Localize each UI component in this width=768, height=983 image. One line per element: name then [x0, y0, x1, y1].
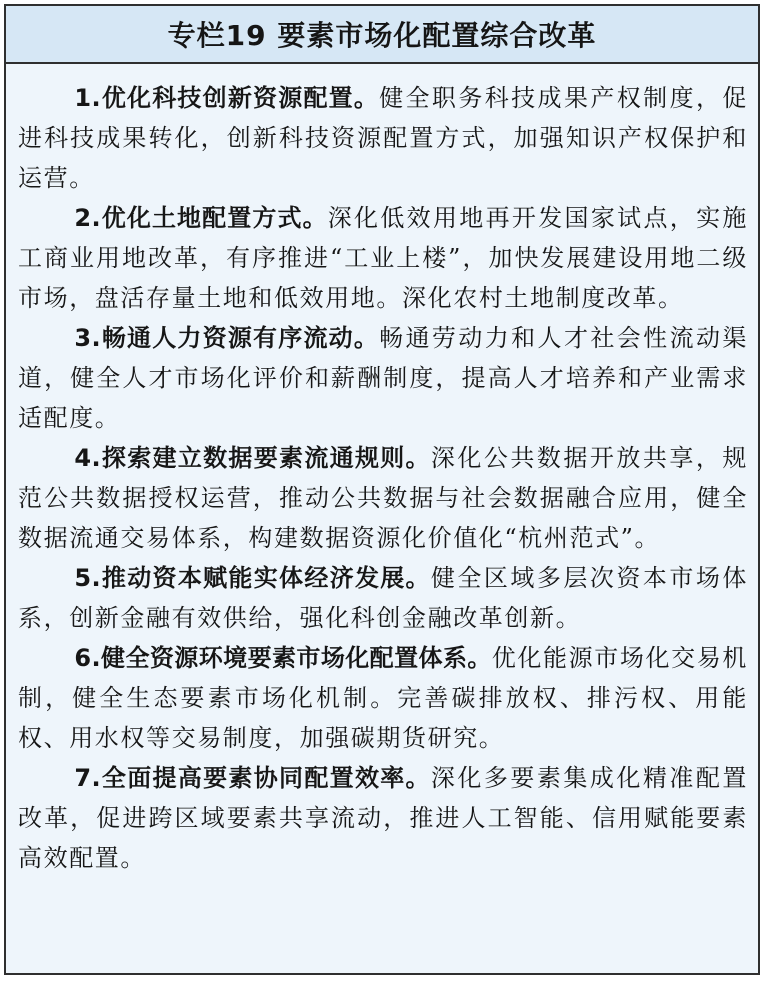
item-heading: 6.健全资源环境要素市场化配置体系。	[74, 644, 492, 672]
item-body: 深化多要素集成化精准配置改革，促进跨区域要素共享流动，推进人工智能、信用赋能要素高效配置。	[18, 764, 748, 872]
item-body: 健全区域多层次资本市场体系，创新金融有效供给，强化科创金融改革创新。	[18, 564, 748, 632]
item-body: 深化低效用地再开发国家试点，实施工商业用地改革，有序推进“工业上楼”，加快发展建设用地二级市场，盘活存量土地和低效用地。深化农村土地制度改革。	[18, 204, 748, 312]
column-box	[4, 4, 760, 975]
reform-item-2	[18, 198, 748, 318]
item-heading: 7.全面提高要素协同配置效率。	[74, 764, 431, 792]
box-header	[6, 6, 758, 64]
box-title: 专栏19 要素市场化配置综合改革	[167, 19, 597, 52]
reform-item-5	[18, 558, 748, 638]
item-heading: 3.畅通人力资源有序流动。	[74, 324, 380, 352]
item-heading: 5.推动资本赋能实体经济发展。	[74, 564, 431, 592]
item-body: 畅通劳动力和人才社会性流动渠道，健全人才市场化评价和薪酬制度，提高人才培养和产业需求适配度。	[18, 324, 749, 432]
item-body: 深化公共数据开放共享，规范公共数据授权运营，推动公共数据与社会数据融合应用，健全数据流通交易体系，构建数据资源化价值化“杭州范式”。	[18, 444, 748, 552]
item-heading: 1.优化科技创新资源配置。	[74, 84, 380, 112]
item-body: 健全职务科技成果产权制度，促进科技成果转化，创新科技资源配置方式，加强知识产权保护和运营。	[18, 84, 749, 192]
box-content	[6, 64, 758, 878]
reform-item-4	[18, 438, 748, 558]
item-heading: 2.优化土地配置方式。	[74, 204, 328, 232]
reform-item-7	[18, 758, 748, 878]
item-body: 优化能源市场化交易机制，健全生态要素市场化机制。完善碳排放权、排污权、用能权、用水权等交易制度，加强碳期货研究。	[18, 644, 749, 752]
reform-item-6	[18, 638, 748, 758]
reform-item-1	[18, 78, 748, 198]
item-heading: 4.探索建立数据要素流通规则。	[74, 444, 431, 472]
reform-item-3	[18, 318, 748, 438]
